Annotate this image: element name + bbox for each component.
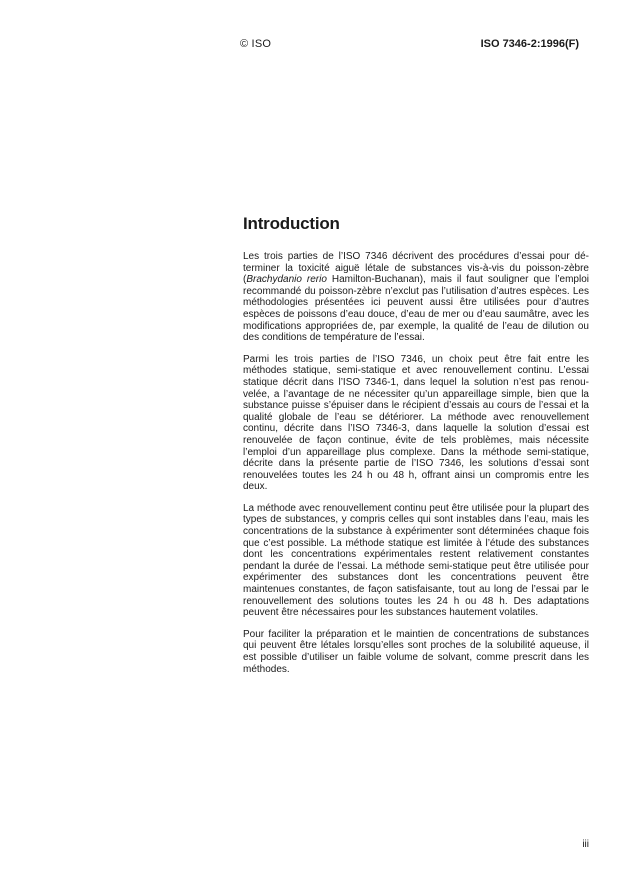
page-number: iii (582, 839, 589, 850)
paragraph-1-part-b: Hamilton-Buchanan), mais il faut souligner que l’emploi recommandé du poisson-zèbre n’exclut pas l’utilisation d’autres espèces. Les méthodologies présentées ici peuvent aussi être utilisées pour d’autres espèces de poissons d’eau douce, d’eau de mer ou d’eau saumâtre, avec les modifications appropriées de, par exemple, la qualité de l’eau de dilution ou des conditions de température de l’essai. (243, 274, 589, 344)
header-copyright: © ISO (240, 38, 272, 50)
species-name: Brachydanio rerio (246, 274, 327, 286)
paragraph-2: Parmi les trois parties de l’ISO 7346, un choix peut être fait entre les méthodes statique, semi-statique et avec renouvellement continu. L’essai statique décrit dans l’ISO 7346-1, dans lequel la solution n’est pas renouvelée, a l’avantage de ne nécessiter qu’un appareillage simple, bien que la substance puisse s’épuiser dans le récipient d’essais au cours de l’essai et la qualité globale de l’eau se détériorer. La méthode avec renouvellement continu, décrite dans l’ISO 7346-3, dans laquelle la solution d’essai est renouvelée de façon continue, évite de tels problèmes, mais nécessite l’emploi d’un appareillage plus complexe. Dans la méthode semi-statique, décrite dans la présente partie de l’ISO 7346, les solutions d’essai sont renouvelées toutes les 24 h ou 48 h, offrant ainsi un compromis entre les deux. (243, 353, 589, 493)
paragraph-4: Pour faciliter la préparation et le maintien de concentrations de substances qui peuvent être létales lorsqu’elles sont proches de la solubilité aqueuse, il est possible d’utiliser un faible volume de solvant, comme prescrit dans les méthodes. (243, 628, 589, 675)
paragraph-1 (243, 251, 589, 344)
section-title: Introduction (243, 214, 340, 233)
paragraph-3: La méthode avec renouvellement continu peut être utilisée pour la plupart des types de substances, y compris celles qui sont instables dans l’eau, mais les concentrations de la substance à expérimenter sont déterminées chaque fois que c’est possible. La méthode statique est limitée à l’étude des substances dont les concentrations expérimentales restent relativement constantes pendant la durée de l’essai. La méthode semi-statique peut être utilisée pour expérimenter des substances dont les concentrations peuvent être maintenues constantes, de façon satisfaisante, tout au long de l’essai par le renouvellement des solutions toutes les 24 h ou 48 h. Des adaptations peuvent être nécessaires pour les substances hautement volatiles. (243, 502, 589, 619)
header-standard-number: ISO 7346-2:1996(F) (480, 38, 579, 50)
paragraph-1-part-a: Les trois parties de l’ISO 7346 décrivent des procédures d’essai pour déterminer la toxicité aiguë létale de substances vis-à-vis du poisson-zèbre ( (243, 251, 589, 286)
body-text (243, 251, 589, 685)
